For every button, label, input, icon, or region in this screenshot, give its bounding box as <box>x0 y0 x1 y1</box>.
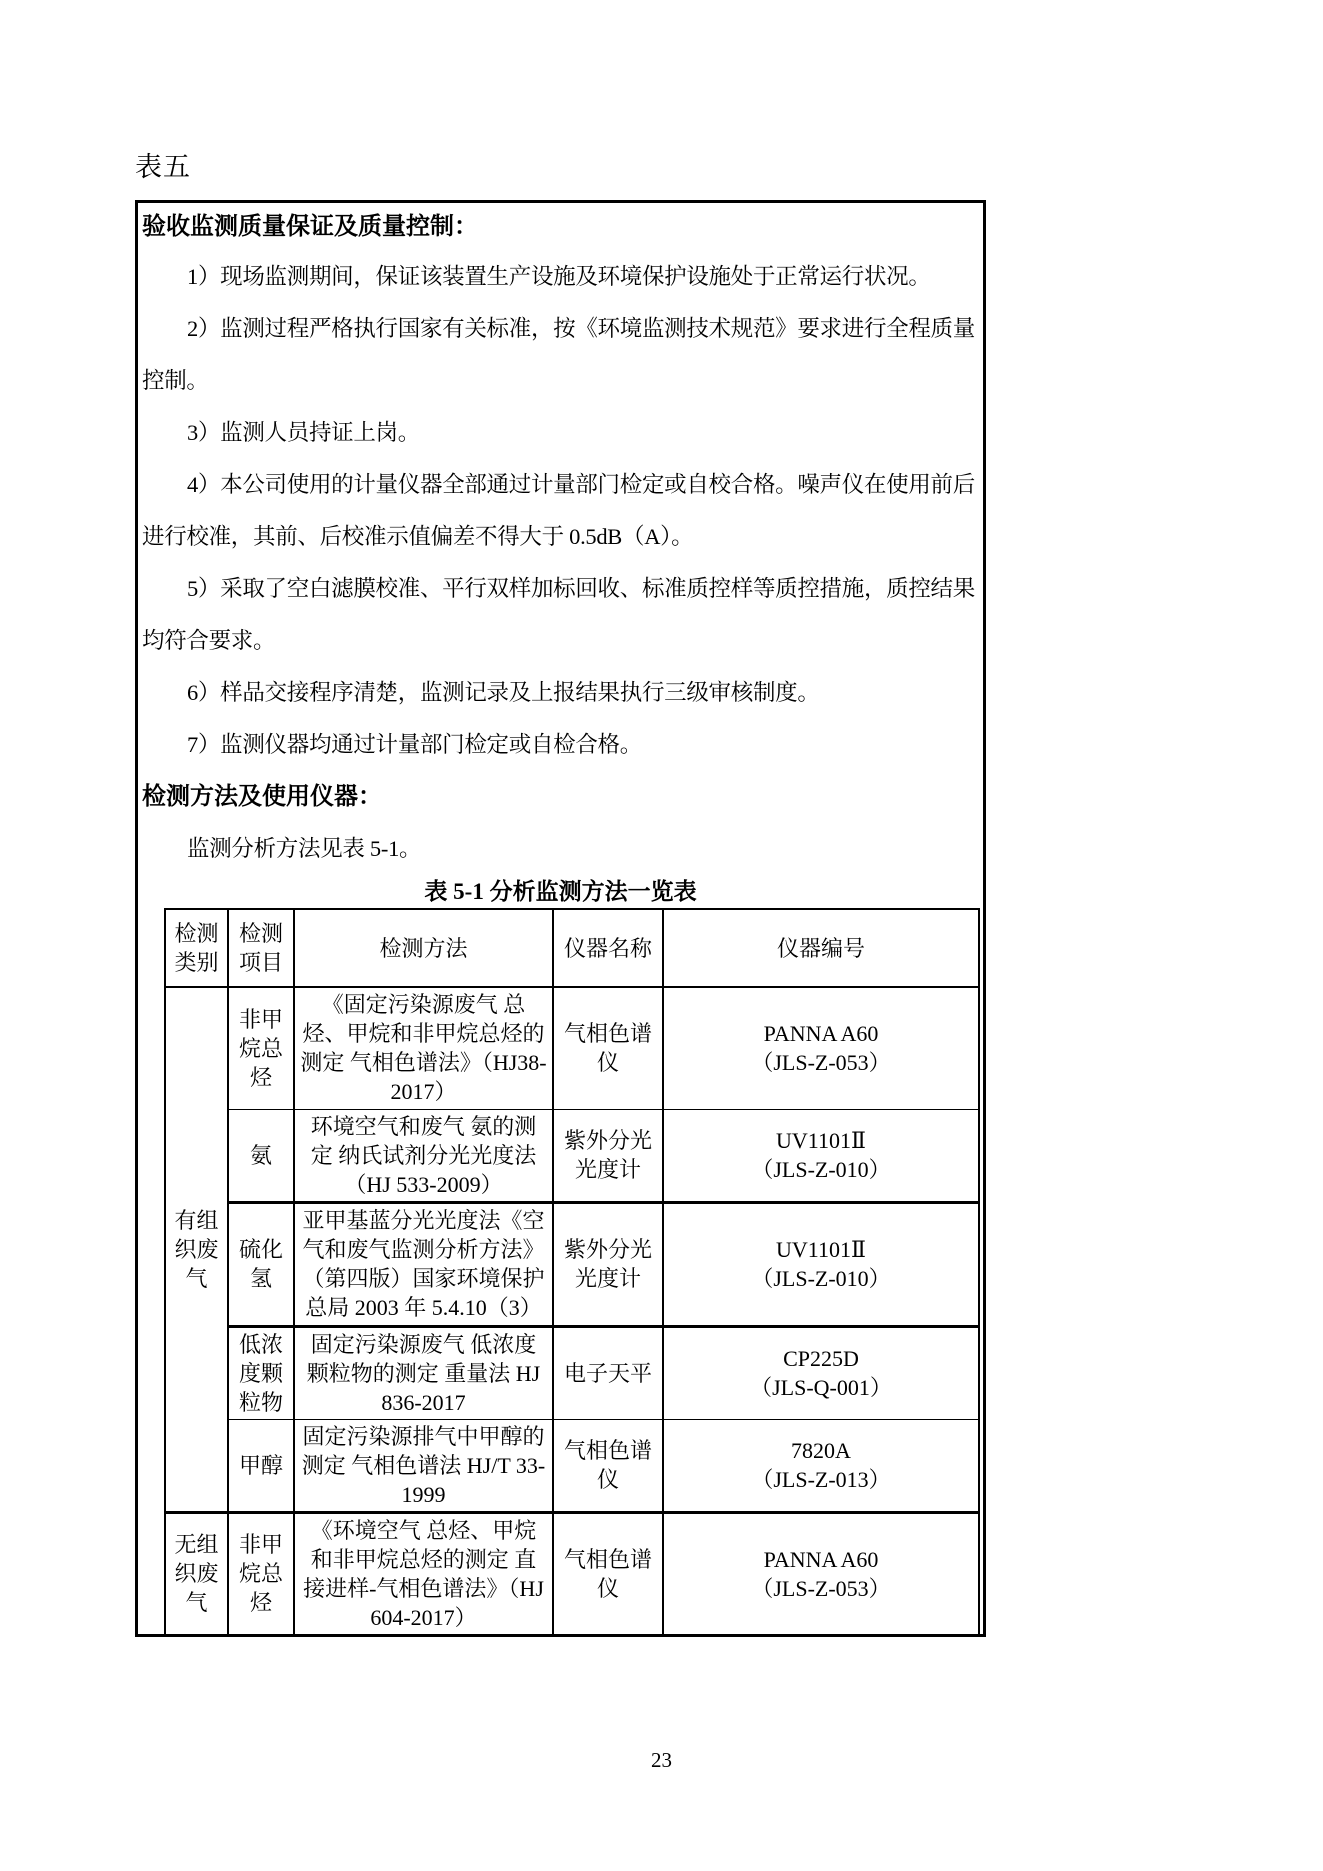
qa-paragraph: 7）监测仪器均通过计量部门检定或自检合格。 <box>187 732 642 757</box>
instrument-code: （JLS-Z-010） <box>751 1157 891 1182</box>
instrument-model: UV1101Ⅱ <box>776 1128 866 1153</box>
instrument-cell: 气相色谱仪 <box>553 1419 663 1512</box>
instrument-cell: 气相色谱仪 <box>553 1512 663 1634</box>
qa-paragraph: 4）本公司使用的计量仪器全部通过计量部门检定或自校合格。噪声仪在使用前后进行校准，其前、后校准示值偏差不得大于 0.5dB（A）。 <box>142 472 975 549</box>
form-box <box>135 200 986 1637</box>
instrument-cell: 气相色谱仪 <box>553 987 663 1109</box>
qa-heading: 验收监测质量保证及质量控制： <box>142 214 478 240</box>
method-intro: 监测分析方法见表 5-1。 <box>187 836 422 861</box>
table-row <box>165 1109 979 1202</box>
methods-table <box>164 908 980 1634</box>
table-row <box>165 1326 979 1419</box>
instrument-model: PANNA A60 <box>763 1021 879 1047</box>
method-section-heading: 检测方法及使用仪器： <box>142 784 382 810</box>
instrument-code: （JLS-Z-053） <box>751 1575 891 1601</box>
page-number: 23 <box>651 1748 672 1772</box>
method-cell: 《固定污染源废气 总烃、甲烷和非甲烷总烃的测定 气相色谱法》（HJ38-2017） <box>294 987 553 1109</box>
instrument-model: UV1101Ⅱ <box>776 1237 866 1262</box>
col-header-instrument-no: 仪器编号 <box>663 909 979 987</box>
item-cell: 非甲烷总烃 <box>228 1512 294 1634</box>
qa-paragraph: 6）样品交接程序清楚，监测记录及上报结果执行三级审核制度。 <box>187 680 820 705</box>
instrument-no-cell <box>663 1512 979 1634</box>
instrument-code: （JLS-Q-001） <box>750 1375 892 1400</box>
category-cell: 无组织废气 <box>165 1512 228 1634</box>
col-header-item: 检测项目 <box>228 909 294 987</box>
instrument-cell: 紫外分光光度计 <box>553 1109 663 1202</box>
instrument-model: 7820A <box>791 1438 851 1463</box>
method-cell: 环境空气和废气 氨的测定 纳氏试剂分光光度法（HJ 533-2009） <box>294 1109 553 1202</box>
instrument-model: CP225D <box>783 1346 859 1371</box>
instrument-no-cell <box>663 1202 979 1326</box>
item-cell: 氨 <box>228 1109 294 1202</box>
qa-paragraph: 3）监测人员持证上岗。 <box>187 420 420 445</box>
qa-paragraph: 2）监测过程严格执行国家有关标准，按《环境监测技术规范》要求进行全程质量控制。 <box>142 316 975 393</box>
instrument-model: PANNA A60 <box>763 1546 879 1572</box>
instrument-code: （JLS-Z-013） <box>751 1467 891 1492</box>
method-cell: 亚甲基蓝分光光度法《空气和废气监测分析方法》（第四版）国家环境保护总局 2003 年 5.4.10（3） <box>294 1202 553 1326</box>
instrument-cell: 紫外分光光度计 <box>553 1202 663 1326</box>
page-title: 表五 <box>135 152 191 182</box>
method-cell: 固定污染源排气中甲醇的测定 气相色谱法 HJ/T 33-1999 <box>294 1419 553 1512</box>
col-header-instrument: 仪器名称 <box>553 909 663 987</box>
qa-section <box>138 203 983 771</box>
category-cell: 有组织废气 <box>165 987 228 1512</box>
table-row <box>165 1202 979 1326</box>
instrument-no-cell <box>663 1326 979 1419</box>
table-row <box>165 987 979 1109</box>
qa-paragraph: 1）现场监测期间，保证该装置生产设施及环境保护设施处于正常运行状况。 <box>187 264 931 289</box>
table-row <box>165 1419 979 1512</box>
instrument-no-cell <box>663 1419 979 1512</box>
instrument-no-cell <box>663 1109 979 1202</box>
instrument-code: （JLS-Z-010） <box>751 1266 891 1291</box>
table-row <box>165 1512 979 1634</box>
qa-paragraph: 5）采取了空白滤膜校准、平行双样加标回收、标准质控样等质控措施，质控结果均符合要求。 <box>142 576 975 653</box>
table-header-row <box>165 909 979 987</box>
instrument-no-cell <box>663 987 979 1109</box>
item-cell: 低浓度颗粒物 <box>228 1326 294 1419</box>
item-cell: 非甲烷总烃 <box>228 987 294 1109</box>
item-cell: 甲醇 <box>228 1419 294 1512</box>
method-cell: 固定污染源废气 低浓度颗粒物的测定 重量法 HJ 836-2017 <box>294 1326 553 1419</box>
col-header-category: 检测类别 <box>165 909 228 987</box>
table-title: 表 5-1 分析监测方法一览表 <box>424 879 697 904</box>
instrument-code: （JLS-Z-053） <box>751 1050 891 1076</box>
instrument-cell: 电子天平 <box>553 1326 663 1419</box>
col-header-method: 检测方法 <box>294 909 553 987</box>
method-cell: 《环境空气 总烃、甲烷和非甲烷总烃的测定 直接进样-气相色谱法》（HJ 604-2017） <box>294 1512 553 1634</box>
item-cell: 硫化氢 <box>228 1202 294 1326</box>
